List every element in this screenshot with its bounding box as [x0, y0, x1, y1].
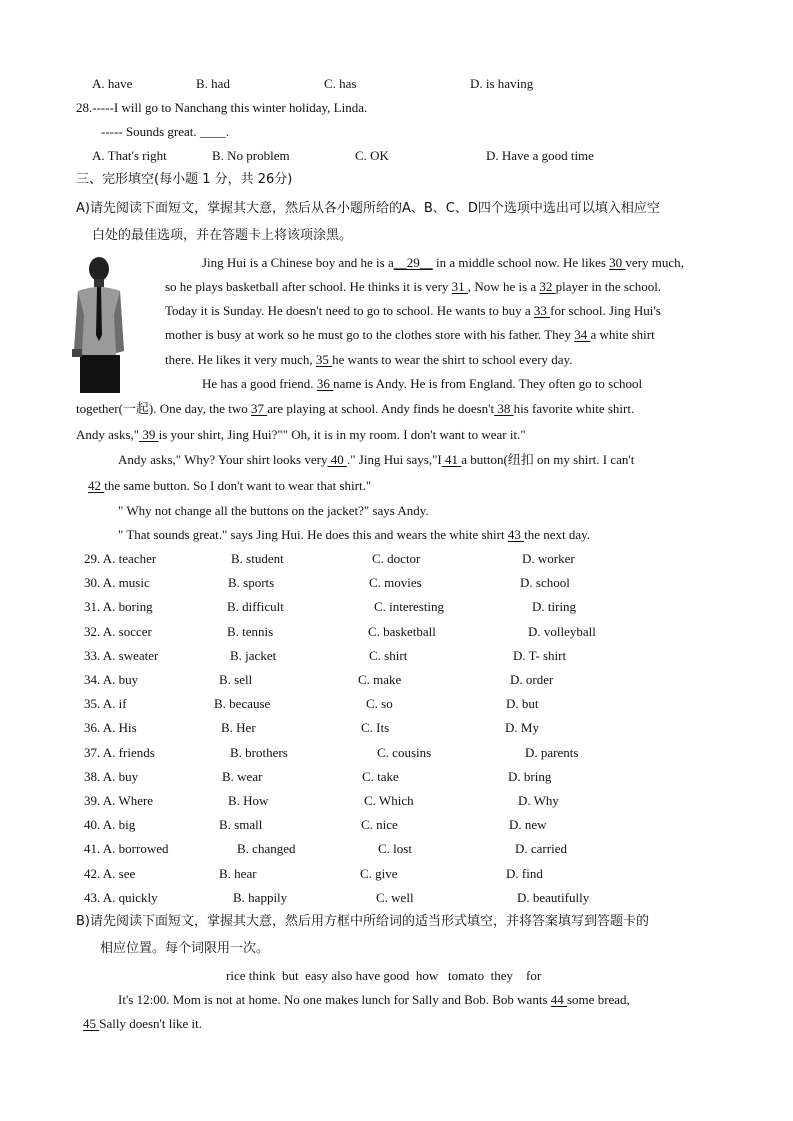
- q43-option-a: 43. A. quickly: [84, 889, 158, 905]
- q37-option-a: 37. A. friends: [84, 744, 155, 760]
- q36-option-a: 36. A. His: [84, 720, 137, 736]
- q36-option-b: B. Her: [221, 720, 256, 736]
- passage-text: are playing at school. Andy finds he doesn't: [267, 401, 495, 416]
- q32-option-d: D. volleyball: [528, 623, 596, 639]
- q39-option-c: C. Which: [364, 793, 414, 808]
- passage-line-6: [202, 375, 642, 393]
- blank-29: __29__: [393, 255, 433, 270]
- q32-option-b: B. tennis: [227, 623, 274, 639]
- q40-option-d: D. new: [509, 817, 547, 833]
- boy-illustration: [66, 255, 130, 395]
- part-a-instruction-2: 白处的最佳选项，并在答题卡上将该项涂黑。: [92, 228, 353, 243]
- q42-option-b: B. hear: [219, 865, 257, 881]
- q31-option-c: C. interesting: [374, 599, 445, 615]
- q34-option-c: C. make: [358, 672, 402, 687]
- passage-text: a button(纽扣 on my shirt. I can't: [461, 452, 635, 467]
- passage-line-5: [165, 351, 572, 369]
- q38-option-c: C. take: [362, 768, 399, 784]
- passage-text: the same button. So I don't want to wear that shirt.": [104, 478, 372, 493]
- q38-option-b: B. wear: [222, 768, 263, 784]
- passage-text: in a middle school now. He likes: [432, 255, 610, 270]
- passage-text: , Now he is a: [467, 279, 540, 294]
- q37-option-b: B. brothers: [230, 744, 288, 760]
- passage-text: so he plays basketball after school. He thinks it is very: [165, 279, 452, 294]
- q35-option-b: B. because: [214, 696, 271, 712]
- passage-text: very much,: [625, 255, 684, 270]
- passage-text: It's 12:00. Mom is not at home. No one makes lunch for Sally and Bob. Bob wants: [118, 992, 551, 1007]
- q35-option-d: D. but: [506, 696, 539, 712]
- q43-option-b: B. happily: [233, 889, 288, 905]
- q31-option-a: 31. A. boring: [84, 599, 153, 615]
- blank-43: 43: [507, 527, 525, 542]
- q35-option-c: C. so: [366, 696, 393, 712]
- q42-option-a: 42. A. see: [84, 865, 136, 881]
- q29-option-b: B. student: [231, 551, 284, 566]
- q37-option-c: C. cousins: [377, 744, 432, 760]
- passage-text: He has a good friend.: [202, 376, 317, 391]
- q30-option-a: 30. A. music: [84, 575, 150, 591]
- q34-option-a: 34. A. buy: [84, 672, 139, 687]
- q28-line1: 28.-----I will go to Nanchang this winter holiday, Linda.: [76, 100, 368, 115]
- passage-text: his favorite white shirt.: [513, 401, 635, 416]
- word-box: rice think but easy also have good how tomato they for: [226, 968, 542, 983]
- q30-option-d: D. school: [520, 575, 570, 591]
- passage-text: some bread,: [567, 992, 630, 1007]
- q34-option-d: D. order: [510, 672, 554, 687]
- q29-option-c: C. doctor: [372, 551, 421, 566]
- passage-text: for school. Jing Hui's: [550, 303, 661, 318]
- q36-option-d: D. My: [505, 720, 539, 736]
- q34-option-b: B. sell: [219, 672, 253, 687]
- q28-line2: ----- Sounds great. ____.: [101, 124, 230, 139]
- q43-option-d: D. beautifully: [517, 889, 590, 905]
- q33-option-a: 33. A. sweater: [84, 647, 159, 663]
- q38-option-a: 38. A. buy: [84, 768, 139, 784]
- passage-line-4: [165, 326, 655, 344]
- q30-option-b: B. sports: [228, 575, 275, 591]
- passage-text: " Why not change all the buttons on the jacket?" says Andy.: [118, 503, 429, 518]
- passage-line-8: [76, 426, 526, 444]
- q37-option-d: D. parents: [525, 744, 579, 760]
- blank-36: 36: [316, 376, 334, 391]
- q27-option-b: B. had: [196, 76, 230, 91]
- q40-option-a: 40. A. big: [84, 817, 136, 833]
- blank-33: 33: [533, 303, 551, 318]
- blank-45: 45: [83, 1016, 100, 1031]
- part-b-line-1: [118, 991, 630, 1009]
- passage-text: player in the school.: [555, 279, 662, 294]
- blank-34: 34: [574, 327, 591, 342]
- passage-text: Sally doesn't like it.: [99, 1016, 202, 1031]
- q32-option-c: C. basketball: [368, 623, 436, 639]
- passage-text: name is Andy. He is from England. They often go to school: [333, 376, 643, 391]
- q28-option-c: C. OK: [355, 148, 389, 163]
- q41-option-b: B. changed: [237, 841, 296, 857]
- q33-option-b: B. jacket: [230, 647, 277, 663]
- passage-line-7: [76, 400, 634, 418]
- blank-30: 30: [609, 255, 626, 270]
- passage-text: there. He likes it very much,: [165, 352, 316, 367]
- q40-option-c: C. nice: [361, 817, 398, 833]
- blank-44: 44: [550, 992, 567, 1007]
- q33-option-c: C. shirt: [369, 647, 408, 663]
- blank-39: 39: [139, 427, 159, 442]
- q28-option-d: D. Have a good time: [486, 148, 594, 163]
- passage-line-9: [118, 451, 634, 469]
- passage-text: mother is busy at work so he must go to the clothes store with his father. They: [165, 327, 575, 342]
- passage-text: ." Jing Hui says,"I: [346, 452, 442, 467]
- q35-option-a: 35. A. if: [84, 696, 127, 712]
- q42-option-d: D. find: [506, 865, 543, 881]
- passage-text: " That sounds great." says Jing Hui. He does this and wears the white shirt: [118, 527, 508, 542]
- passage-text: Andy asks,": [76, 427, 140, 442]
- passage-line-3: [165, 302, 661, 320]
- q38-option-d: D. bring: [508, 768, 552, 784]
- passage-text: he wants to wear the shirt to school every day.: [332, 352, 573, 367]
- passage-line-11: [118, 502, 429, 520]
- q29-option-d: D. worker: [522, 551, 575, 566]
- q42-option-c: C. give: [360, 865, 398, 881]
- q41-option-d: D. carried: [515, 841, 567, 857]
- part-b-instruction-2: 相应位置。每个词限用一次。: [100, 941, 270, 956]
- q39-option-b: B. How: [228, 793, 269, 808]
- q30-option-c: C. movies: [369, 575, 422, 591]
- section-heading: 三、完形填空(每小题 1 分，共 26分): [76, 172, 293, 187]
- passage-text: Jing Hui is a Chinese boy and he is a: [202, 255, 394, 270]
- q31-option-b: B. difficult: [227, 599, 284, 615]
- q39-option-d: D. Why: [518, 793, 559, 808]
- part-b-line-2: [83, 1015, 202, 1033]
- q27-option-a: A. have: [92, 76, 133, 91]
- passage-text: a white shirt: [590, 327, 655, 342]
- blank-32: 32: [539, 279, 556, 294]
- q41-option-c: C. lost: [378, 841, 412, 857]
- blank-31: 31: [451, 279, 468, 294]
- q36-option-c: C. Its: [361, 720, 390, 736]
- q39-option-a: 39. A. Where: [84, 793, 154, 808]
- q28-option-b: B. No problem: [212, 148, 290, 163]
- part-a-instruction-1: A)请先阅读下面短文，掌握其大意，然后从各小题所给的A、B、C、D四个选项中选出可以填入相应空: [76, 201, 660, 216]
- q40-option-b: B. small: [219, 817, 263, 833]
- blank-41: 41: [441, 452, 462, 467]
- passage-text: together(一起). One day, the two: [76, 401, 251, 416]
- blank-37: 37: [250, 401, 268, 416]
- q29-option-a: 29. A. teacher: [84, 551, 157, 566]
- q31-option-d: D. tiring: [532, 599, 577, 615]
- q32-option-a: 32. A. soccer: [84, 623, 152, 639]
- passage-line-10: [88, 477, 371, 495]
- q33-option-d: D. T- shirt: [513, 647, 567, 663]
- passage-text: Andy asks," Why? Your shirt looks very: [118, 452, 328, 467]
- passage-text: is your shirt, Jing Hui?"" Oh, it is in my room. I don't want to wear it.": [158, 427, 526, 442]
- passage-line-2: [165, 278, 661, 296]
- part-b-instruction-1: B)请先阅读下面短文，掌握其大意，然后用方框中所给词的适当形式填空，并将答案填写到答题卡的: [76, 914, 649, 929]
- passage-text: Today it is Sunday. He doesn't need to go to school. He wants to buy a: [165, 303, 534, 318]
- passage-line-1: [202, 254, 684, 272]
- blank-42: 42: [88, 478, 105, 493]
- blank-38: 38: [494, 401, 514, 416]
- q43-option-c: C. well: [376, 889, 414, 905]
- q28-option-a: A. That's right: [92, 148, 167, 163]
- passage-text: the next day.: [524, 527, 591, 542]
- q27-option-d: D. is having: [470, 76, 534, 91]
- passage-line-12: [118, 526, 590, 544]
- blank-35: 35: [315, 352, 333, 367]
- q27-option-c: C. has: [324, 76, 357, 91]
- q41-option-a: 41. A. borrowed: [84, 841, 169, 857]
- blank-40: 40: [327, 452, 347, 467]
